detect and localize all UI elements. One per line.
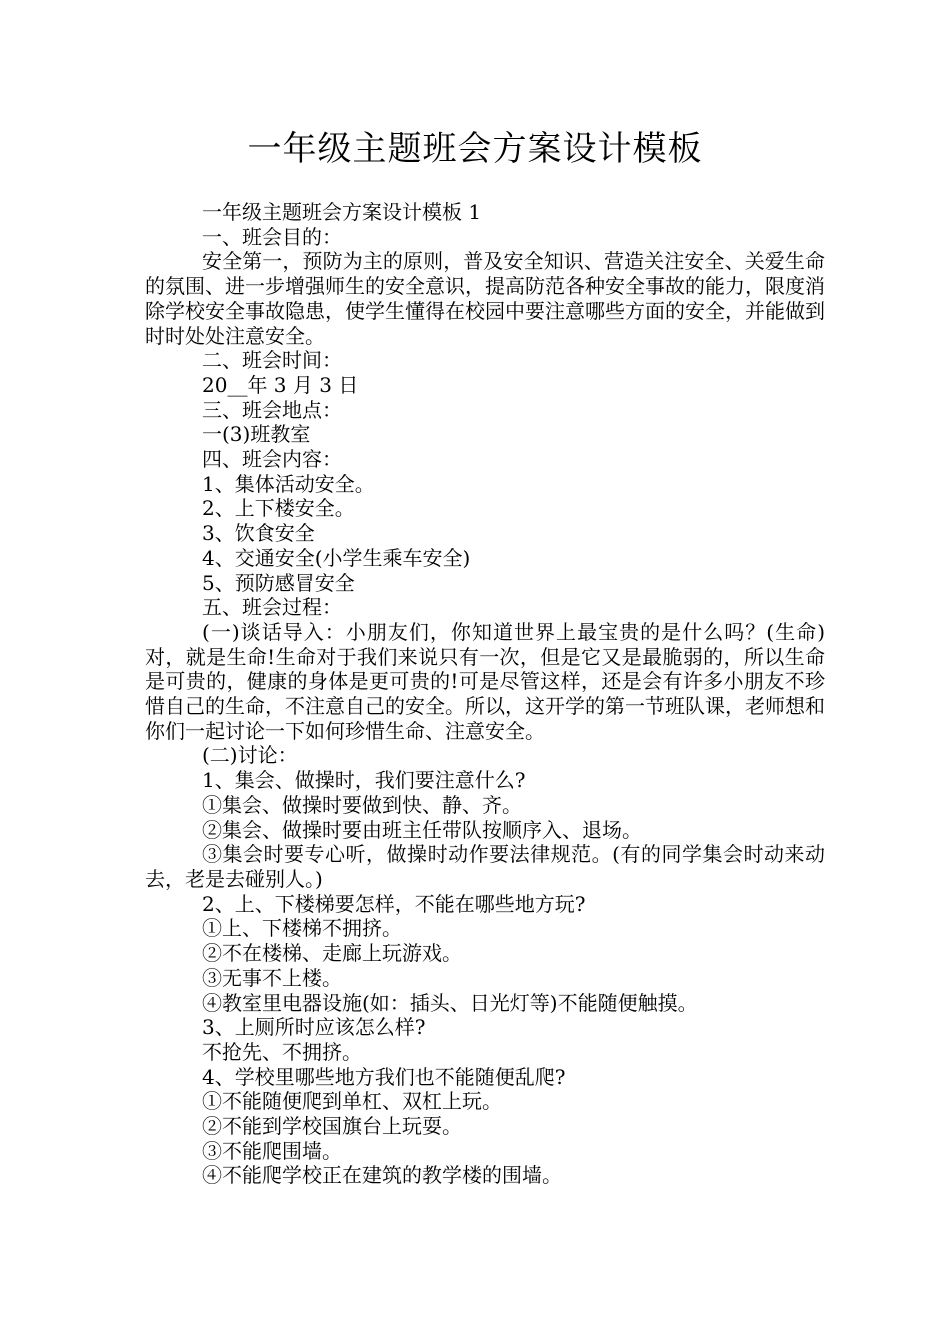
section-heading: (二)讨论： [202, 743, 298, 768]
list-item: ②集会、做操时要由班主任带队按顺序入、退场。 [202, 817, 642, 842]
document-body [145, 200, 825, 1188]
section-heading: 四、班会内容： [202, 447, 342, 472]
list-item: ①上、下楼梯不拥挤。 [202, 916, 402, 941]
section-heading: 五、班会过程： [202, 595, 342, 620]
section-heading: 一年级主题班会方案设计模板 1 [202, 200, 482, 224]
paragraph: 安全第一，预防为主的原则，普及安全知识、营造关注安全、关爱生命的氛围、进一步增强师生的安全意识，提高防范各种安全事故的能力，限度消除学校安全事故隐患，使学生懂得在校园中要注意哪些方面的安全，并能做到时时处处注意安全。 [145, 249, 825, 348]
list-item: ②不能到学校国旗台上玩耍。 [202, 1114, 462, 1139]
list-item: 1、集会、做操时，我们要注意什么? [202, 768, 526, 793]
list-item: 5、预防感冒安全 [202, 570, 355, 595]
list-item: ④教室里电器设施(如：插头、日光灯等)不能随便触摸。 [202, 990, 698, 1015]
paragraph: (一)谈话导入：小朋友们，你知道世界上最宝贵的是什么吗？(生命)对，就是生命!生命对于我们来说只有一次，但是它又是最脆弱的，所以生命是可贵的，健康的身体是更可贵的!可是尽管这样，还是会有许多小朋友不珍惜自己的生命，不注意自己的安全。所以，这开学的第一节班队课，老师想和你们一起讨论一下如何珍惜生命、注意安全。 [145, 619, 825, 743]
list-item: 2、上、下楼梯要怎样，不能在哪些地方玩? [202, 891, 586, 916]
document-title: 一年级主题班会方案设计模板 [247, 129, 703, 169]
section-heading: 一、班会目的： [202, 224, 342, 249]
list-item: 不抢先、不拥挤。 [202, 1039, 362, 1064]
list-item: ①集会、做操时要做到快、静、齐。 [202, 792, 522, 817]
list-item: 1、集体活动安全。 [202, 471, 375, 496]
list-item: 4、学校里哪些地方我们也不能随便乱爬? [202, 1064, 566, 1089]
section-heading: 二、班会时间： [202, 348, 342, 373]
list-item: ①不能随便爬到单杠、双杠上玩。 [202, 1089, 502, 1114]
list-item: 4、交通安全(小学生乘车安全) [202, 545, 471, 570]
list-item: ④不能爬学校正在建筑的教学楼的围墙。 [202, 1163, 562, 1188]
list-item: 2、上下楼安全。 [202, 496, 355, 521]
list-item: ③不能爬围墙。 [202, 1138, 342, 1163]
section-heading: 三、班会地点： [202, 397, 342, 422]
list-item: ③无事不上楼。 [202, 965, 342, 990]
list-item: ②不在楼梯、走廊上玩游戏。 [202, 941, 462, 966]
paragraph: 20__年 3 月 3 日 [202, 372, 359, 397]
list-item: ③集会时要专心听，做操时动作要法律规范。(有的同学集会时动来动去，老是去碰别人。) [145, 842, 825, 891]
paragraph: 一(3)班教室 [202, 422, 311, 447]
list-item: 3、饮食安全 [202, 521, 315, 546]
list-item: 3、上厕所时应该怎么样? [202, 1015, 426, 1040]
